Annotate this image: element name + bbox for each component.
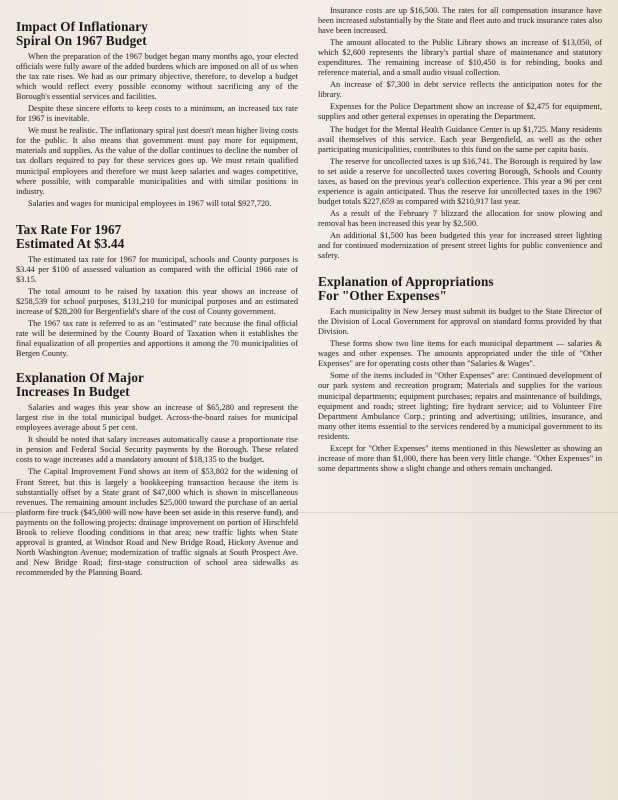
heading-line: Tax Rate For 1967 (16, 221, 122, 237)
heading-line: Explanation Of Major (16, 370, 145, 386)
paragraph: An increase of $7,300 in debt service reflects the anticipation notes for the library. (318, 80, 602, 100)
section-other-expenses (318, 275, 602, 474)
paragraph: Each municipality in New Jersey must submit its budget to the State Director of the Division of Local Government for approval on standard forms provided by that Division. (318, 307, 602, 337)
section-heading (16, 20, 298, 48)
paragraph: Some of the items included in "Other Expenses" are: Continued development of our park system and recreation program; Materials and supplies for the various municipal departments; equipment purchases; repairs and maintenance of buildings, equipment and roads; street lighting; fire hydrant service; aid to Volunteer Fire Department Ambulance Corp.; printing and advertising; utilities, insurance, and many other items essential to the services rendered by a municipal government to its residents. (318, 371, 602, 441)
paragraph: Despite these sincere efforts to keep costs to a minimum, an increased tax rate for 1967 is inevitable. (16, 104, 298, 124)
paragraph: The total amount to be raised by taxation this year shows an increase of $258,539 for school purposes, $131,210 for municipal purposes and an estimated increase of $28,200 for Bergenfield's share of the cost of County government. (16, 286, 298, 316)
paragraph: When the preparation of the 1967 budget began many months ago, your elected officials were fully aware of the added burdens which are imposed on all of us when the tax rate rises. We had as our primary objective, therefore, to develop a budget which would reflect every possible economy without sacrificing any of the Borough's essential services and facilities. (16, 52, 298, 102)
paragraph: Salaries and wages this year show an increase of $65,280 and represent the largest rise in the total municipal budget. Across-the-board raises for municipal employees average about 5 per cent. (16, 403, 298, 433)
paragraph: Expenses for the Police Department show an increase of $2,475 for equipment, supplies and other general expenses in operating the Department. (318, 102, 602, 122)
paragraph: The 1967 tax rate is referred to as an "estimated" rate because the final official rate will be determined by the County Board of Taxation when it establishes the final equalization of all properties and apportions it among the 70 municipalities of Bergen County. (16, 318, 298, 359)
right-column (318, 6, 602, 476)
paragraph: Salaries and wages for municipal employees in 1967 will total $927,720. (28, 198, 272, 208)
section-major-increases (16, 371, 298, 578)
section-tax-rate (16, 223, 298, 359)
paragraph: An additional $1,500 has been budgeted this year for increased street lighting and for continued modernization of present street lights for public convenience and safety. (318, 230, 602, 261)
section-heading (16, 223, 298, 251)
heading-line: Impact Of Inflationary (16, 19, 148, 34)
section-inflation (16, 20, 298, 209)
heading-line: Explanation of Appropriations (318, 274, 494, 290)
section-heading (16, 371, 298, 399)
paragraph: The Capital Improvement Fund shows an item of $53,802 for the widening of Front Street, but this is largely a bookkeeping transaction because the item is substantially offset by a State grant of $47,000 which is shown in miscellaneous revenues. The remaining amount includes $25,000 toward the purchase of an aerial platform fire truck ($45,000 will now have been set aside in this reserve fund), and payments on the following projects: drainage improvement on portion of Hirschfeld Brook to relieve flooding conditions in that area; new traffic lights when State approval is granted, at Windsor Road and New Bridge Road, Hickory Avenue and North Washington Avenue; modernization of traffic signals at South Prospect Ave. and New Bridge Road; first-stage construction of school area sidewalks as recommended by the Planning Board. (16, 467, 298, 577)
paragraph: The budget for the Mental Health Guidance Center is up $1,725. Many residents avail themselves of this service. Each year Bergenfield, as well as the other participating municipalities, contributes to this fund on the same per capita basis. (318, 124, 602, 154)
paragraph: The amount allocated to the Public Library shows an increase of $13,050, of which $2,600 represents the library's partial share of maintenance and statutory expenditures. The remaining increase of $10,450 is for rebinding, books and reference material, and a small audio visual collection. (318, 38, 602, 78)
paragraph: These forms show two line items for each municipal department — salaries & wages and other expenses. The amounts appropriated under the title of "Other Expenses" are for operating costs other than "Salaries & Wages". (318, 339, 602, 369)
paragraph: Except for "Other Expenses" items mentioned in this Newsletter as showing an increase of more than $1,000, there has been very little change. "Other Expenses" in some departments show a slight change and others remain unchanged. (318, 443, 602, 473)
heading-line: For "Other Expenses" (318, 288, 447, 304)
left-column (16, 20, 298, 580)
paragraph: Insurance costs are up $16,500. The rates for all compensation insurance have been increased substantially by the State and fleet auto and truck insurance rates also have been increased. (318, 6, 602, 36)
heading-line: Estimated At $3.44 (16, 235, 125, 251)
paragraph: It should be noted that salary increases automatically cause a proportionate rise in pension and Federal Social Security payments by the Borough. These related costs to wage increases add a mandatory amount of $18,135 to the budget. (16, 435, 298, 465)
paragraph: The reserve for uncollected taxes is up $16,741. The Borough is required by law to set aside a reserve for uncollected taxes covering Borough, Schools and County taxes, as based on the previous year's collection experience. This year a 96 per cent experience is again anticipated. Thus the reserve for uncollected taxes in the 1967 budget totals $227,659 as compared with $210,917 last year. (318, 156, 602, 206)
paragraph: As a result of the February 7 blizzard the allocation for snow plowing and removal has been increased this year by $2,500. (318, 208, 602, 228)
heading-line: Spiral On 1967 Budget (16, 33, 147, 48)
section-heading (318, 275, 602, 303)
paragraph: We must be realistic. The inflationary spiral just doesn't mean higher living costs for the public. It also means that government must pay more for equipment, materials and supplies. As the value of the dollar continues to decline the number of tax dollars required to pay for these services goes up. We must retain qualified municipal employees and therefore we must keep salaries and wages competitive, where possible, with comparable municipalities and with similar positions in industry. (16, 126, 298, 196)
heading-line: Increases In Budget (16, 384, 130, 400)
paragraph: The estimated tax rate for 1967 for municipal, schools and County purposes is $3.44 per $100 of assessed valuation as compared with the official 1966 rate of $3.15. (16, 254, 298, 284)
